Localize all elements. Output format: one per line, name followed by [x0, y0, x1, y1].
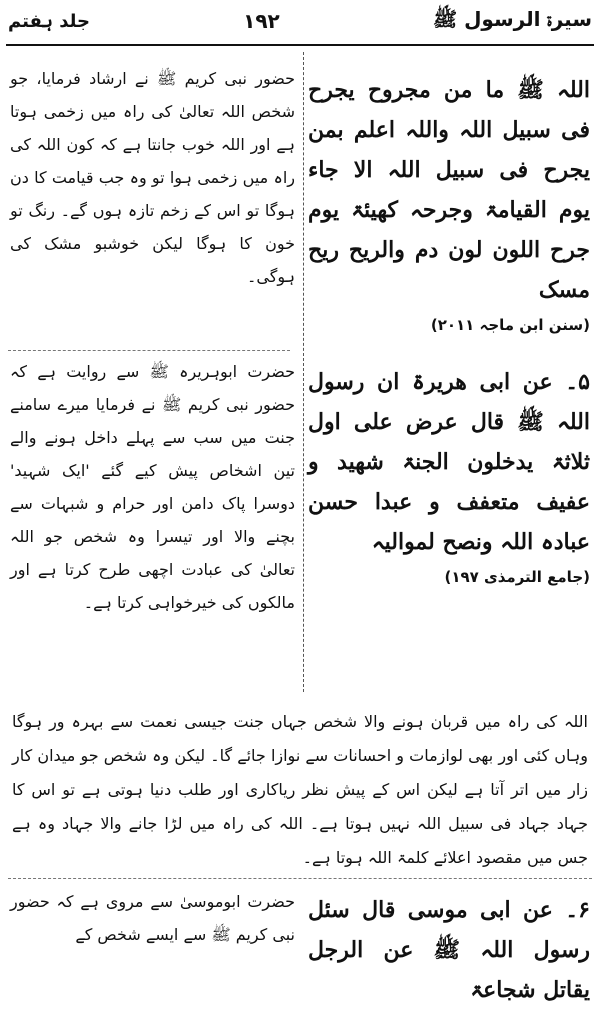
hadith-5-arabic: [308, 362, 590, 592]
hadith-5-urdu-text: حضرت ابوہریرہ ﷺ سے روایت ہے کہ حضور نبی کریم ﷺ نے فرمایا میرے سامنے جنت میں سب سے پہلے داخل ہونے والے تین اشخاص پیش کیے گئے 'ایک شہید' دوسرا پاک دامن اور حرام و شبہات سے بچنے والا اور تیسرا وہ شخص جو اللہ تعالیٰ کی عبادت اچھی طرح کرتا ہے اور مالکوں کی خیرخواہی کرتا ہے۔: [10, 362, 295, 612]
hadith-5-reference: (جامع الترمذی ۱۹۷): [444, 568, 590, 586]
hadith-5-arabic-text: ۵۔ عن ابی ھریرۃ ان رسول اللہ ﷺ قال عرض علی اول ثلاثۃ یدخلون الجنۃ شھید و عفیف متعفف و عبدا حسن عبادہ اللہ ونصح لموالیہ: [308, 369, 590, 555]
volume-label: جلد ہفتم: [8, 10, 90, 32]
hadith-6-arabic-text: ۶۔ عن ابی موسی قال سئل رسول اللہ ﷺ عن الرجل یقاتل شجاعۃ: [308, 897, 590, 1003]
urdu-separator: [8, 350, 290, 351]
hadith-4-urdu: [10, 62, 295, 293]
hadith-5-urdu: [10, 355, 295, 619]
book-title: سیرۃ الرسول ﷺ: [432, 6, 592, 31]
section-separator: [8, 878, 592, 879]
commentary-text: اللہ کی راہ میں قربان ہونے والا شخص جہاں جنت جیسی نعمت سے بہرہ ور ہوگا وہاں کئی اور بھی لوازمات و احسانات سے نوازا جائے گا۔ لیکن وہ شخص جو میدان کار زار میں اتر آتا ہے لیکن اس کے پیش نظر ریاکاری اور طلب دنیا ہوتی ہے تو اس کا جہاد جہاد فی سبیل اللہ نہیں ہوتا ہے۔ اللہ کی راہ میں لڑا جانے والا جہاد وہ ہے جس میں مقصود اعلائے کلمۃ اللہ ہوتا ہے۔: [12, 712, 588, 867]
hadith-6-arabic: [308, 890, 590, 1010]
hadith-6-urdu-text: حضرت ابوموسیٰ سے مروی ہے کہ حضور نبی کریم ﷺ سے ایسے شخص کے: [10, 892, 295, 944]
hadith-4-arabic: [308, 70, 590, 340]
page-number: ۱۹۲: [243, 9, 280, 33]
hadith-4-reference: (سنن ابن ماجہ ۲۰۱۱): [430, 316, 590, 334]
hadith-4-arabic-text: اللہ ﷺ ما من مجروح یجرح فی سبیل اللہ واللہ اعلم بمن یجرح فی سبیل اللہ الا جاء یوم القیامۃ وجرحہ کھیئۃ یوم جرح اللون لون دم والریح ریح مسک: [308, 77, 590, 303]
column-divider: [303, 52, 304, 692]
commentary-paragraph: [12, 705, 588, 875]
hadith-6-urdu: [10, 885, 295, 951]
header-rule: [6, 44, 594, 46]
page-header: [8, 4, 592, 38]
hadith-4-urdu-text: حضور نبی کریم ﷺ نے ارشاد فرمایا، جو شخص اللہ تعالیٰ کی راہ میں زخمی ہوتا ہے اور اللہ خوب جانتا ہے کہ کون اللہ کی راہ میں زخمی ہوا تو وہ جب قیامت کا دن ہوگا تو اس کے زخم تازہ ہوں گے۔ رنگ تو خون کا ہوگا لیکن خوشبو مشک کی ہوگی۔: [10, 69, 295, 286]
